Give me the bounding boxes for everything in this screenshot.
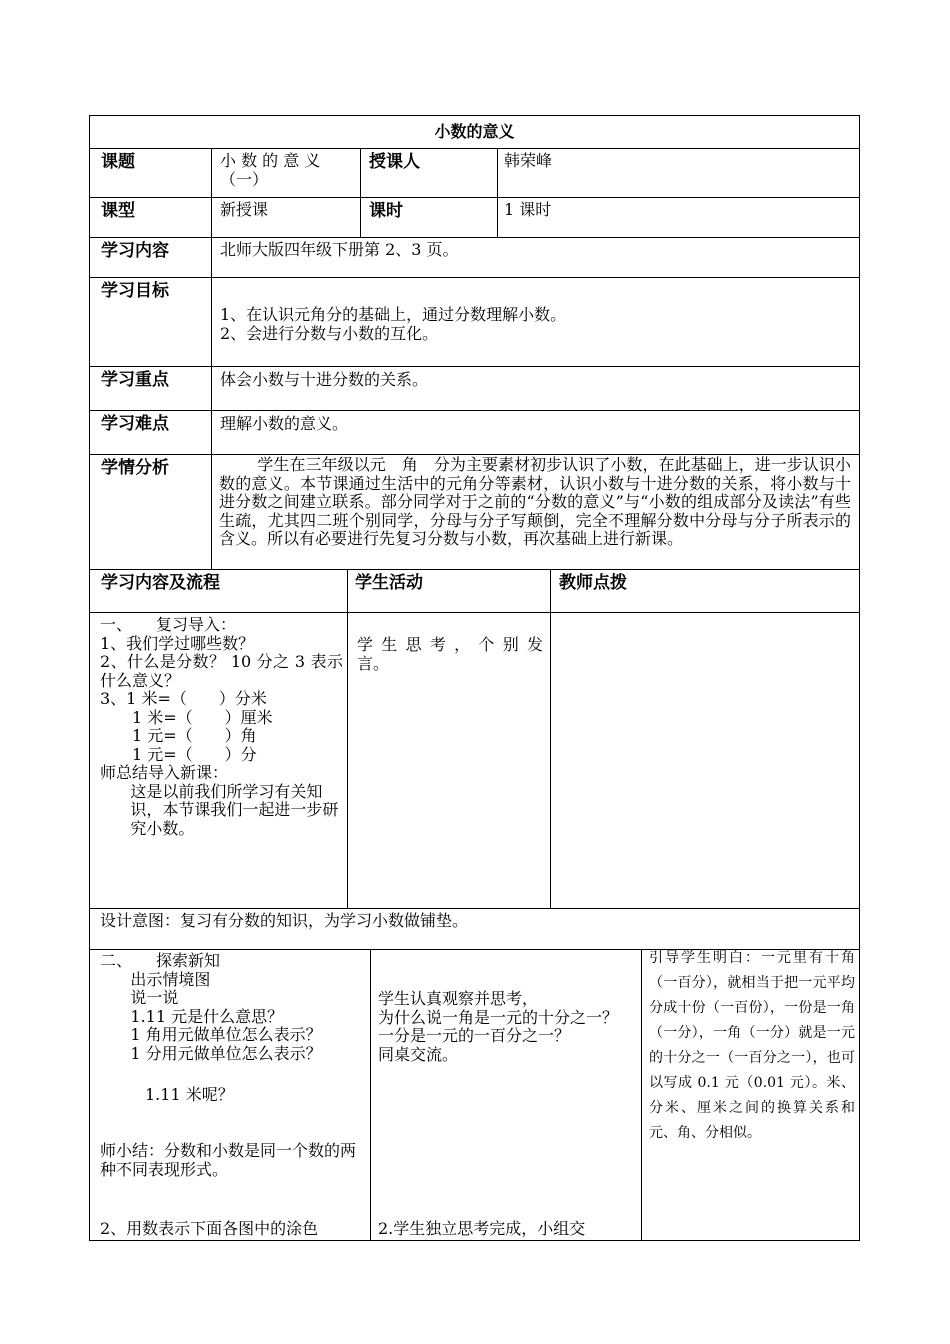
type-value: 新授课 <box>220 200 269 219</box>
explore-teacher-guidance: 引导学生明白：一元里有十角（一百分），就相当于把一元平均分成十份（一百份），一份是一角（一分），一角（一分）就是一元的十分之一（一百分之一），也可以写成 0.1 元（0.01 元）。米、分米、厘米之间的换算关系和元、角、分相似。 <box>649 950 855 1141</box>
col-divider <box>360 148 361 237</box>
explore-line: 说一说 <box>130 988 179 1007</box>
flow-header: 学习内容及流程 <box>101 573 220 593</box>
analysis-value: 学生在三年级以元 角 分为主要素材初步认识了小数，在此基础上，进一步认识小数的意义。本节课通过生活中的元角分等素材，认识小数与十进分数的关系，将小数与十进分数之间建立联系。部分同学对于之前的“分数的意义”与“小数的组成部分及读法”有些生疏，尤其四二班个别同学，分母与分子写颠倒，完全不理解分数中分母与分子所表示的含义。所以有必要进行先复习分数与小数，再次基础上进行新课。 <box>219 456 851 548</box>
row-divider <box>89 148 860 149</box>
student-activity-header: 学生活动 <box>355 573 423 593</box>
explore-line: 1 角用元做单位怎么表示？ <box>130 1025 322 1044</box>
student-line: 一分是一元的一百分之一？ <box>378 1026 571 1045</box>
explore-student-task2: 2.学生独立思考完成，小组交 <box>378 1220 586 1238</box>
row-divider <box>89 277 860 278</box>
hours-value: 1 课时 <box>504 200 552 219</box>
col-divider <box>550 569 551 908</box>
review-summary-text: 这是以前我们所学习有关知识，本节课我们一起进一步研究小数。 <box>130 781 339 838</box>
col-divider <box>211 148 212 569</box>
student-line: 同桌交流。 <box>378 1044 459 1064</box>
goals-list <box>220 305 840 343</box>
row-divider <box>89 908 860 909</box>
hours-label: 课时 <box>369 201 403 221</box>
row-divider <box>89 237 860 238</box>
review-question: 1 元=（ ）分 <box>132 744 257 764</box>
col-divider <box>497 148 498 237</box>
explore-task2: 2、用数表示下面各图中的涂色 <box>100 1220 319 1238</box>
review-question: 1 米=（ ）厘米 <box>132 707 273 727</box>
teacher-guidance-header: 教师点拨 <box>559 573 627 593</box>
topic-value-line2: （一） <box>220 170 269 189</box>
review-question: 3、1 米=（ ）分米 <box>100 689 267 708</box>
review-heading: 一、 复习导入： <box>100 616 237 634</box>
analysis-label: 学情分析 <box>101 458 169 478</box>
explore-line: 1.11 元是什么意思？ <box>130 1006 284 1026</box>
topic-value-line1: 小 数 的 意 义 <box>220 151 321 170</box>
row-divider <box>89 612 860 613</box>
key-point-label: 学习重点 <box>101 370 169 390</box>
topic-label: 课题 <box>101 152 135 172</box>
key-point-value: 体会小数与十进分数的关系。 <box>220 370 429 389</box>
explore-line: 1 分用元做单位怎么表示？ <box>130 1043 322 1063</box>
review-question: 1 元=（ ）角 <box>132 726 257 745</box>
col-divider <box>641 949 642 1241</box>
explore-student-activity <box>378 990 636 1064</box>
goal-item: 1、在认识元角分的基础上，通过分数理解小数。 <box>220 305 567 324</box>
page-title: 小数的意义 <box>434 122 515 141</box>
goals-label: 学习目标 <box>101 281 169 301</box>
teacher-value: 韩荣峰 <box>504 151 553 170</box>
review-flow <box>100 616 343 838</box>
explore-summary: 师小结：分数和小数是同一个数的两种不同表现形式。 <box>100 1142 357 1179</box>
content-value: 北师大版四年级下册第 2、3 页。 <box>220 240 459 259</box>
type-label: 课型 <box>101 201 135 221</box>
explore-line: 1.11 米呢？ <box>145 1086 234 1104</box>
student-line: 学生认真观察并思考， <box>378 990 539 1008</box>
review-question: 1、我们学过哪些数？ <box>100 633 255 653</box>
explore-flow <box>100 952 366 1063</box>
review-summary-title: 师总结导入新课： <box>100 763 229 782</box>
row-divider <box>89 366 860 367</box>
row-divider <box>89 410 860 411</box>
explore-line: 出示情境图 <box>130 969 211 989</box>
row-divider <box>89 454 860 455</box>
difficulty-label: 学习难点 <box>101 414 169 434</box>
row-divider <box>89 197 860 198</box>
col-divider <box>370 949 371 1241</box>
row-divider <box>89 569 860 570</box>
teacher-label: 授课人 <box>369 152 420 172</box>
student-line: 为什么说一角是一元的十分之一？ <box>378 1007 619 1027</box>
review-question: 2、什么是分数？ 10 分之 3 表示什么意义？ <box>100 652 343 690</box>
col-divider <box>347 569 348 908</box>
goal-item: 2、会进行分数与小数的互化。 <box>220 324 439 343</box>
review-student-activity: 学 生 思 考 ， 个 别 发 言。 <box>357 635 543 673</box>
explore-heading: 二、 探索新知 <box>100 952 221 970</box>
difficulty-value: 理解小数的意义。 <box>220 414 349 433</box>
content-label: 学习内容 <box>101 241 169 261</box>
design-intent: 设计意图：复习有分数的知识，为学习小数做铺垫。 <box>100 911 469 930</box>
topic-value <box>220 151 355 189</box>
